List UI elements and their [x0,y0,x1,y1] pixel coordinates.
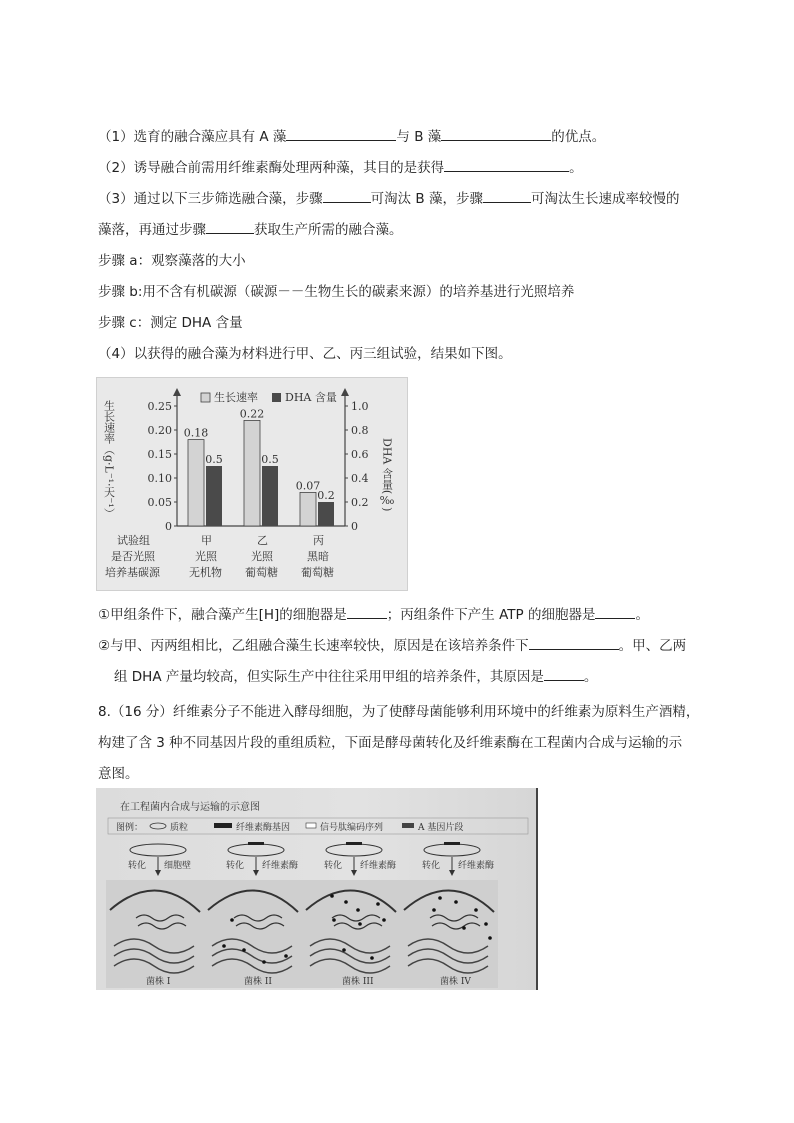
q1-line: （1）选育的融合藻应具有 A 藻 与 B 藻 的优点。 [98,126,605,147]
transform-label: 转化 [226,861,245,871]
q3-line1: （3）通过以下三步筛选融合藻，步骤 可淘汰 B 藻，步骤 可淘汰生长速成率较慢的 [98,188,679,209]
bar-growth-rate [188,440,204,526]
legend-label-growth: 生长速率 [214,391,258,404]
arrow-head [253,870,259,876]
enzyme-dot [474,908,478,912]
bar-label-dha-content: 0.5 [261,453,279,466]
plasmid-icon [326,844,382,856]
cellulase-label: 纤维素酶 [360,861,397,871]
cellulase-label: 纤维素酶 [458,861,495,871]
bar-dha-content [262,466,278,526]
figure-title: 在工程菌内合成与运输的示意图 [120,802,260,813]
right-y-label: DHA 含量(‰) [380,438,394,512]
enzyme-dot [462,926,466,930]
enzyme-dot [370,956,374,960]
sub2-line2: 组 DHA 产量均较高，但实际生产中往往采用甲组的培养条件，其原因是 。 [114,666,597,687]
legend-signal-seq: 信号肽编码序列 [320,823,384,833]
arrow-head [449,870,455,876]
plasmid-icon [424,844,480,856]
strain-panel [204,842,302,988]
transform-label: 转化 [324,861,343,871]
enzyme-dot [242,948,246,952]
legend-a-gene: A 基因片段 [418,823,464,833]
q2-line: （2）诱导融合前需用纤维素酶处理两种藻，其目的是获得 。 [98,157,583,178]
q8-line2: 构建了含 3 种不同基因片段的重组质粒，下面是酵母菌转化及纤维素酶在工程菌内合成与运输的示 [98,735,683,751]
row-label-group: 试验组 [117,534,150,547]
strain-diagram-svg [96,788,536,990]
q4-line: （4）以获得的融合藻为材料进行甲、乙、丙三组试验，结果如下图。 [98,346,512,362]
bar-label-dha-content: 0.5 [205,453,223,466]
results-chart [96,377,408,591]
chart-svg [97,378,407,590]
q3-line2: 藻落，再通过步骤 获取生产所需的融合藻。 [98,219,403,240]
gene-segment [346,842,362,845]
enzyme-dot [484,922,488,926]
enzyme-dot [358,922,362,926]
carbon-yi: 葡萄糖 [245,566,278,579]
right-tick-label: 0 [351,520,358,533]
strain-diagram-photo [96,788,538,990]
bar-growth-rate [244,420,260,526]
answer-blank[interactable] [483,188,531,203]
enzyme-dot [488,936,492,940]
answer-blank[interactable] [286,126,396,141]
enzyme-dot [344,900,348,904]
enzyme-dot [330,894,334,898]
enzyme-dot [222,944,226,948]
legend-cellulase-gene: 纤维素酶基因 [236,823,291,833]
category-jia: 甲 [201,534,212,547]
cell-wall-label: 细胞壁 [164,861,192,871]
answer-blank[interactable] [595,604,635,619]
transform-label: 转化 [422,861,441,871]
right-tick-label: 0.6 [351,448,369,461]
enzyme-dot [230,918,234,922]
category-yi: 乙 [257,534,268,547]
bar-dha-content [206,466,222,526]
a-gene-icon [402,823,414,828]
left-tick-label: 0.05 [147,496,172,509]
answer-blank[interactable] [529,635,619,650]
sub2-line1: ②与甲、丙两组相比，乙组融合藻生长速率较快，原因是在该培养条件下 。甲、乙两 [98,635,686,656]
arrow-head [351,870,357,876]
legend-swatch-growth [201,393,210,402]
enzyme-dot [438,896,442,900]
bar-growth-rate [300,492,316,526]
step-b: 步骤 b:用不含有机碳源（碳源－－生物生长的碳素来源）的培养基进行光照培养 [98,284,575,300]
chart-marks [148,400,369,533]
plasmid-icon [228,844,284,856]
strain-label: 菌株 III [342,977,374,987]
right-tick-label: 0.4 [351,472,369,485]
legend-plasmid: 质粒 [170,823,189,833]
transform-label: 转化 [128,861,147,871]
strain-label: 菌株 IV [440,977,471,987]
enzyme-dot [454,900,458,904]
answer-blank[interactable] [323,188,371,203]
sub1-line: ①甲组条件下，融合藻产生[H]的细胞器是 ；丙组条件下产生 ATP 的细胞器是 。 [98,604,649,625]
left-tick-label: 0 [165,520,172,533]
strain-panels [106,842,498,988]
category-bing: 丙 [313,534,324,547]
right-axis-arrow [341,388,349,396]
bar-dha-content [318,502,334,526]
step-a: 步骤 a：观察藻落的大小 [98,253,246,269]
q8-line3: 意图。 [98,766,139,782]
row-label-light: 是否光照 [111,550,155,563]
enzyme-dot [356,908,360,912]
strain-label: 菌株 II [244,977,272,987]
strain-panel [302,842,400,988]
answer-blank[interactable] [444,157,569,172]
light-jia: 光照 [195,550,217,563]
step-c: 步骤 c：测定 DHA 含量 [98,315,243,331]
enzyme-dot [432,908,436,912]
left-axis-arrow [173,388,181,396]
enzyme-dot [382,918,386,922]
enzyme-dot [376,902,380,906]
light-yi: 光照 [251,550,273,563]
answer-blank[interactable] [347,604,387,619]
right-tick-label: 1.0 [351,400,369,413]
right-tick-label: 0.8 [351,424,369,437]
legend-swatch-dha [272,393,281,402]
cellulase-gene-icon [214,823,232,828]
light-bing: 黑暗 [307,550,329,563]
answer-blank[interactable] [206,219,254,234]
cell-body [400,880,498,988]
bar-label-growth-rate: 0.22 [239,407,265,421]
left-tick-label: 0.25 [147,400,172,413]
answer-blank[interactable] [544,666,584,681]
plasmid-icon [130,844,186,856]
signal-seq-icon [306,823,316,828]
row-label-carbon: 培养基碳源 [105,566,160,579]
cellulase-label: 纤维素酶 [262,861,299,871]
answer-blank[interactable] [441,126,551,141]
cell-body [302,880,400,988]
left-y-label: 生长速率（g·L⁻¹·天⁻¹） [102,400,116,519]
cell-body [204,880,302,988]
q8-line1: 8.（16 分）纤维素分子不能进入酵母细胞，为了使酵母菌能够利用环境中的纤维素为原料生产酒精， [98,704,700,720]
bar-label-growth-rate: 0.07 [295,479,321,493]
strain-panel [106,844,204,988]
gene-segment [444,842,460,845]
enzyme-dot [262,960,266,964]
carbon-bing: 葡萄糖 [301,566,334,579]
left-tick-label: 0.20 [147,424,172,437]
bar-label-dha-content: 0.2 [317,489,335,502]
right-tick-label: 0.2 [351,496,369,509]
carbon-jia: 无机物 [189,566,222,579]
strain-label: 菌株 I [146,977,171,987]
left-tick-label: 0.15 [147,448,172,461]
arrow-head [155,870,161,876]
bar-label-growth-rate: 0.18 [183,426,209,440]
left-tick-label: 0.10 [147,472,172,485]
legend-label-dha: DHA 含量 [285,391,337,404]
gene-segment [248,842,264,845]
strain-panel [400,842,498,988]
enzyme-dot [284,954,288,958]
legend-prefix: 图例： [116,823,144,833]
plasmid-icon [150,823,166,829]
enzyme-dot [342,948,346,952]
enzyme-dot [332,918,336,922]
cell-body [106,880,204,988]
